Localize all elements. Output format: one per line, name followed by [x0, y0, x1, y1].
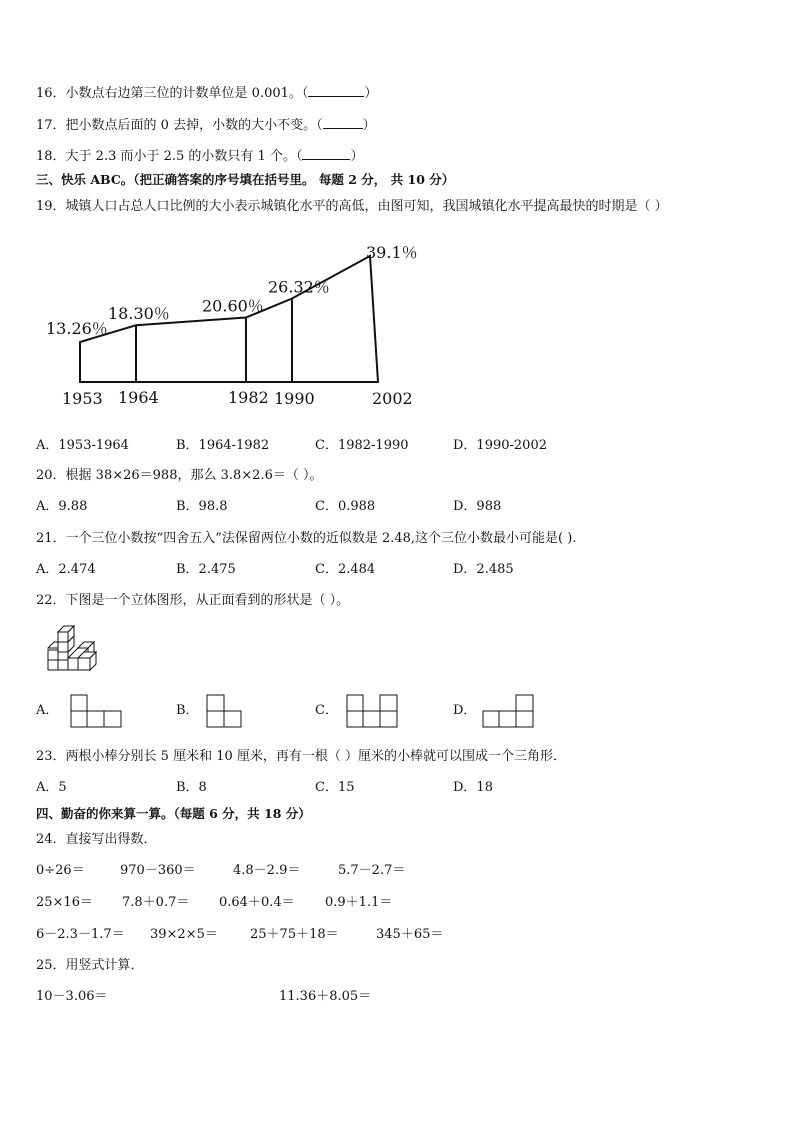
- chart-year-label: 1953: [62, 389, 103, 408]
- q22-option-a-shape[interactable]: [70, 694, 122, 728]
- chart-value-label: 13.26％: [46, 319, 108, 338]
- q22-option-b-label[interactable]: B．: [176, 703, 199, 718]
- q20-option-b[interactable]: B．98.8: [176, 499, 228, 514]
- question-17: 17．把小数点后面的 0 去掉，小数的大小不变。（ ）: [36, 118, 376, 133]
- calc-item: 39×2×5＝: [150, 927, 218, 942]
- calc-item: 345＋65＝: [376, 927, 444, 942]
- question-19-stem: 19．城镇人口占总人口比例的大小表示城镇化水平的高低，由图可知，我国城镇化水平提高最快的时期是（ ）: [36, 199, 668, 214]
- vertical-calc-item: 11.36＋8.05＝: [279, 989, 372, 1004]
- calc-item: 5.7－2.7＝: [338, 863, 406, 878]
- q19-option-d[interactable]: D．1990-2002: [453, 438, 547, 453]
- chart-value-label: 26.32％: [268, 277, 330, 297]
- question-20-stem: 20．根据 38×26＝988，那么 3.8×2.6＝（ ）。: [36, 468, 323, 483]
- calc-item: 0.64＋0.4＝: [219, 895, 295, 910]
- cube-stack-figure: [44, 624, 110, 672]
- calc-item: 4.8－2.9＝: [233, 863, 301, 878]
- q23-option-a[interactable]: A．5: [36, 780, 67, 795]
- calc-item: 6－2.3－1.7＝: [36, 927, 125, 942]
- chart-value-label: 39.1％: [366, 242, 418, 262]
- q22-option-c-label[interactable]: C．: [315, 703, 338, 718]
- chart-value-label: 18.30％: [108, 304, 170, 324]
- q21-option-a[interactable]: A．2.474: [36, 562, 96, 577]
- question-22-stem: 22．下图是一个立体图形，从正面看到的形状是（ ）。: [36, 593, 350, 608]
- answer-blank[interactable]: [302, 147, 350, 160]
- question-23-stem: 23．两根小棒分别长 5 厘米和 10 厘米，再有一根（ ）厘米的小棒就可以围成一个三角形．: [36, 749, 567, 764]
- chart-year-label: 1982: [228, 388, 269, 407]
- q21-option-c[interactable]: C．2.484: [315, 562, 376, 577]
- q23-option-c[interactable]: C．15: [315, 780, 355, 795]
- q20-option-c[interactable]: C．0.988: [315, 499, 376, 514]
- vertical-calc-item: 10－3.06＝: [36, 989, 108, 1004]
- q21-option-b[interactable]: B．2.475: [176, 562, 236, 577]
- calc-item: 0÷26＝: [36, 863, 85, 878]
- section-4-heading: 四、勤奋的你来算一算。（每题 6 分，共 18 分）: [36, 806, 311, 821]
- q22-option-d-shape[interactable]: [482, 694, 534, 728]
- q19-option-c[interactable]: C．1982-1990: [315, 438, 409, 453]
- calc-item: 25＋75＋18＝: [250, 927, 339, 942]
- q19-option-a[interactable]: A．1953-1964: [36, 438, 129, 453]
- chart-value-label: 20.60％: [202, 296, 264, 316]
- q19-option-b[interactable]: B．1964-1982: [176, 438, 270, 453]
- q20-option-a[interactable]: A．9.88: [36, 499, 88, 514]
- chart-year-label: 1964: [118, 388, 159, 407]
- chart-year-label: 2002: [372, 389, 413, 408]
- q23-option-d[interactable]: D．18: [453, 780, 493, 795]
- calc-item: 0.9＋1.1＝: [325, 895, 393, 910]
- q22-option-a-label[interactable]: A．: [36, 703, 59, 718]
- q22-option-b-shape[interactable]: [206, 694, 242, 728]
- question-25-stem: 25．用竖式计算．: [36, 958, 144, 973]
- q23-option-b[interactable]: B．8: [176, 780, 207, 795]
- answer-blank[interactable]: [308, 84, 364, 97]
- question-21-stem: 21．一个三位小数按“四舍五入”法保留两位小数的近似数是 2.48,这个三位小数最小可能是( ).: [36, 531, 577, 546]
- question-16: 16．小数点右边第三位的计数单位是 0.001。（ ）: [36, 86, 378, 101]
- calc-item: 25×16＝: [36, 895, 93, 910]
- chart-year-label: 1990: [274, 389, 315, 408]
- q21-option-d[interactable]: D．2.485: [453, 562, 514, 577]
- answer-blank[interactable]: [323, 116, 363, 129]
- q20-option-d[interactable]: D．988: [453, 499, 502, 514]
- urbanization-chart: [36, 240, 456, 420]
- calc-item: 970－360＝: [120, 863, 196, 878]
- question-24-stem: 24．直接写出得数．: [36, 832, 157, 847]
- section-3-heading: 三、快乐 ABC。（把正确答案的序号填在括号里。 每题 2 分， 共 10 分）: [36, 172, 455, 187]
- q22-option-c-shape[interactable]: [346, 694, 398, 728]
- calc-item: 7.8＋0.7＝: [122, 895, 190, 910]
- q22-option-d-label[interactable]: D．: [453, 703, 477, 718]
- question-18: 18．大于 2.3 而小于 2.5 的小数只有 1 个。（ ）: [36, 149, 364, 164]
